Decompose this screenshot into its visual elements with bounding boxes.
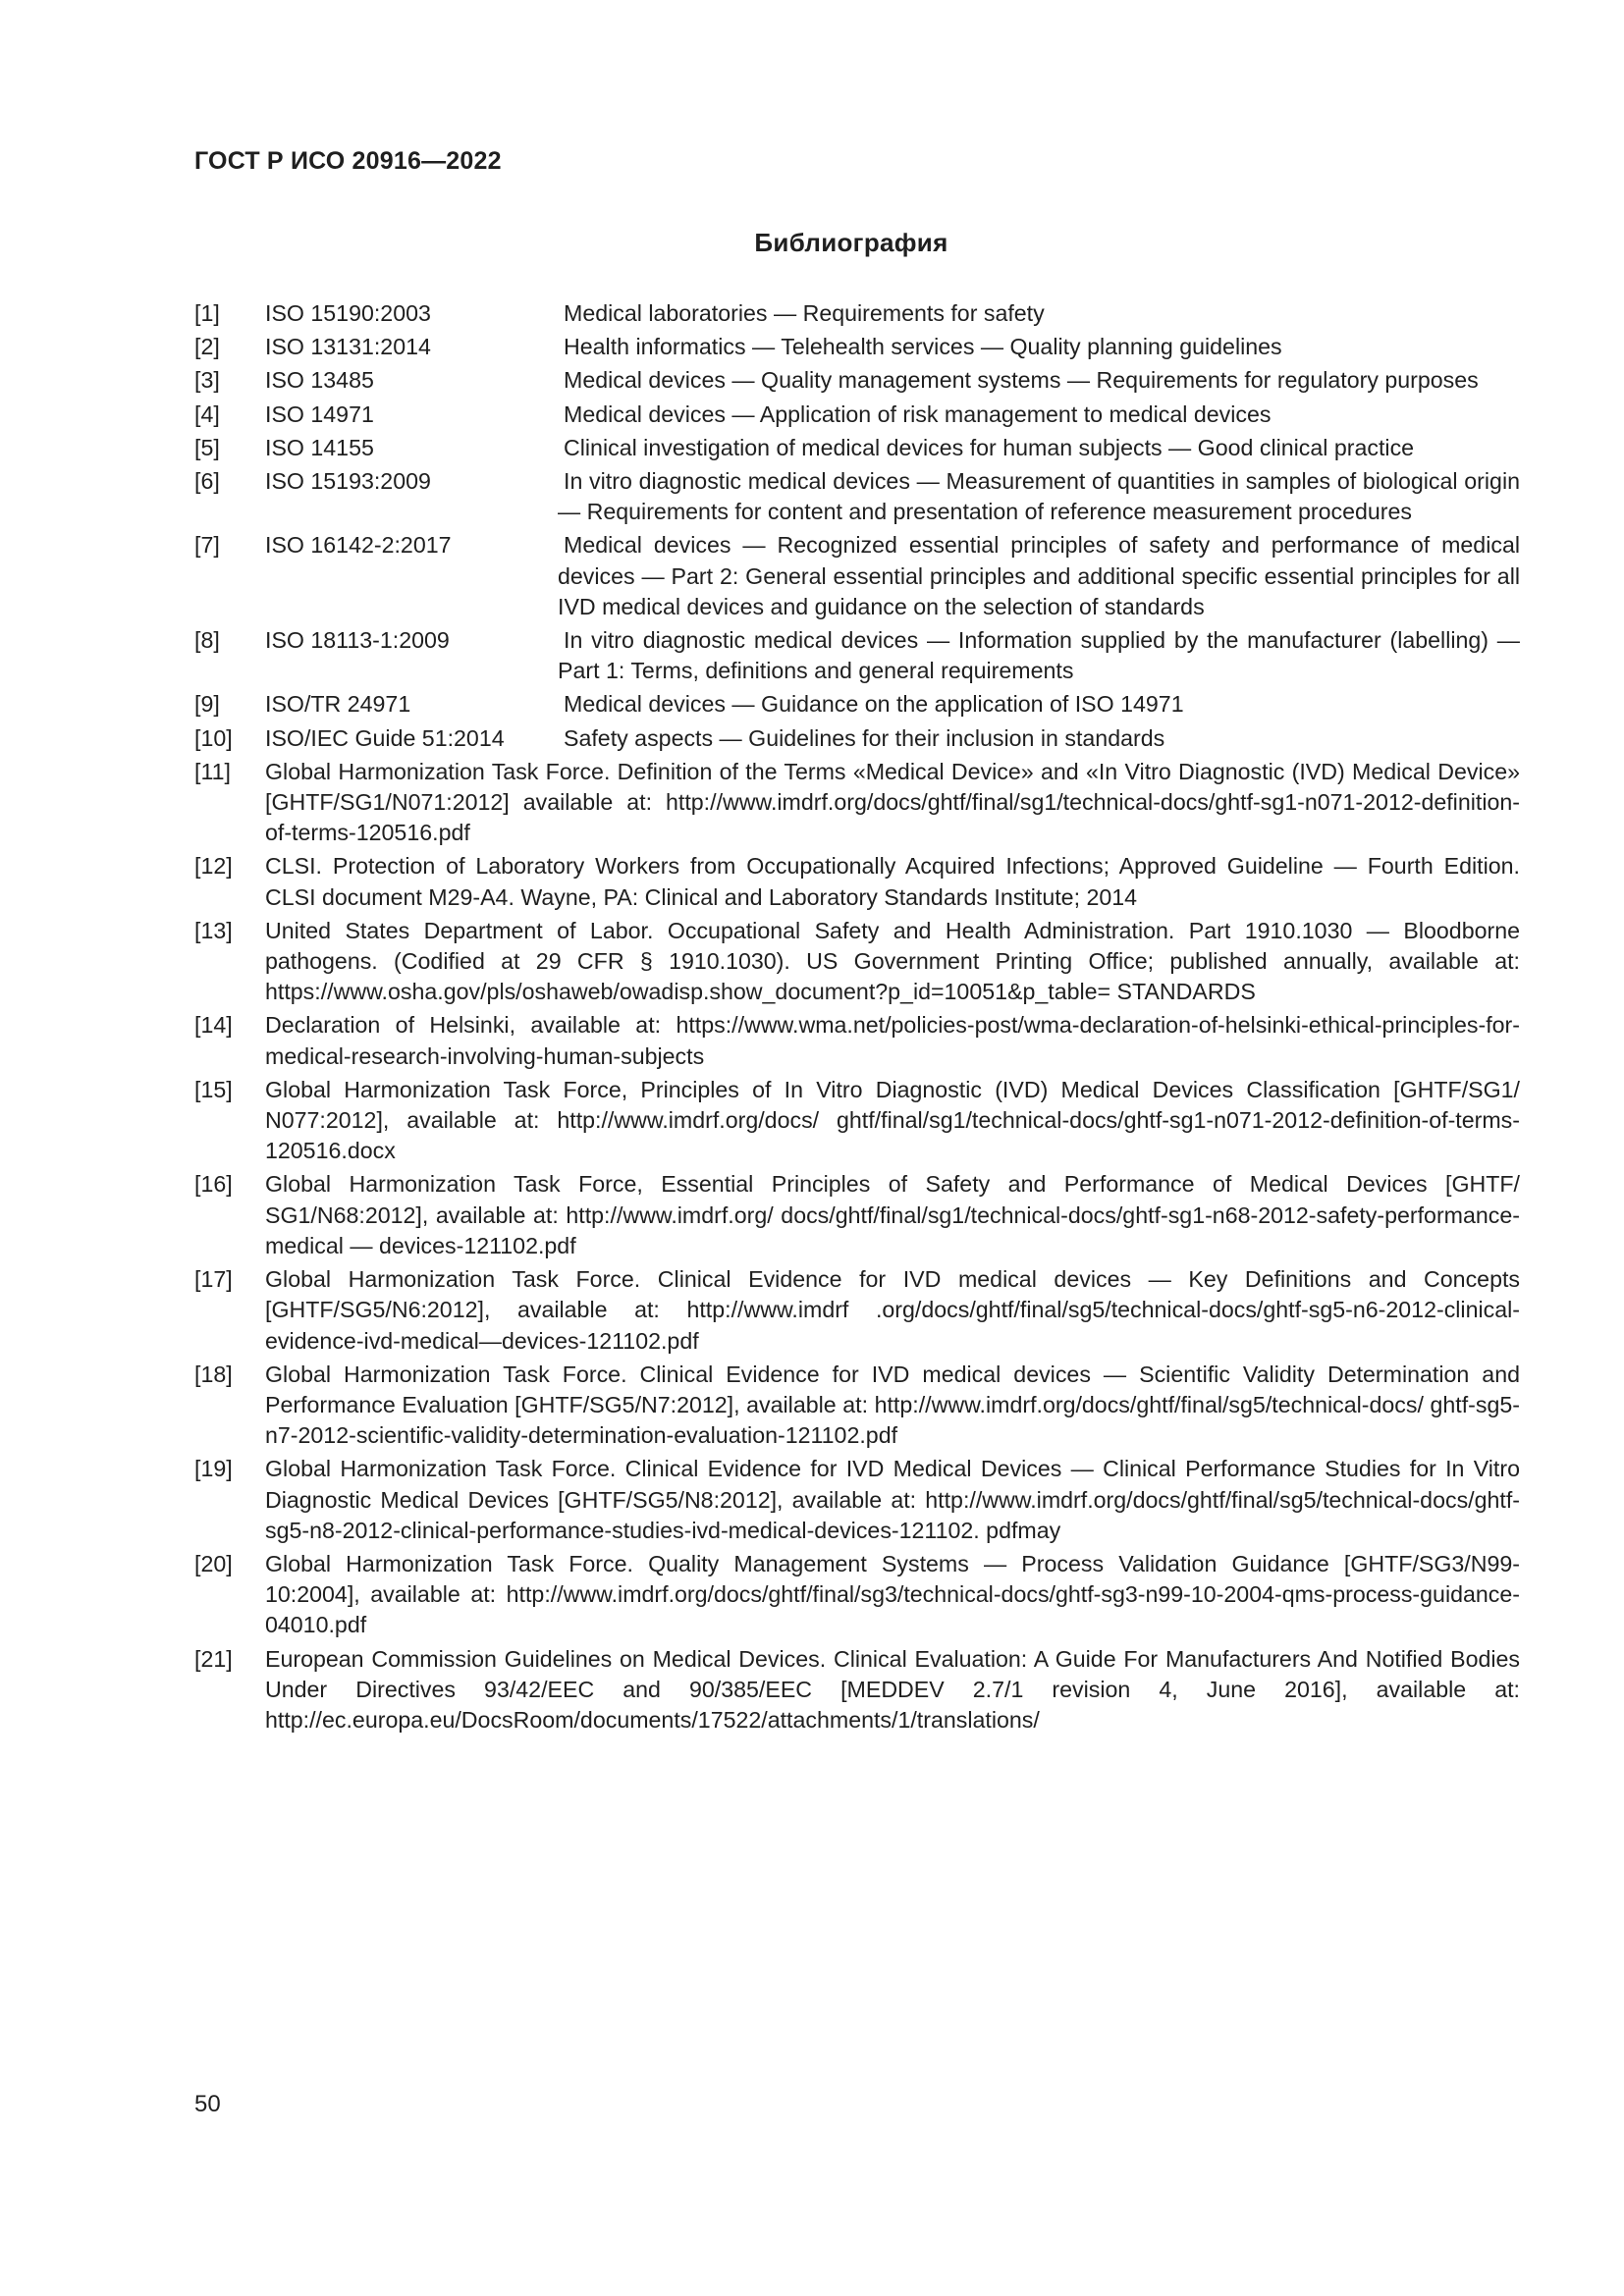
bibliography-entry xyxy=(194,332,1520,362)
entry-number: [17] xyxy=(194,1266,233,1293)
standard-code: ISO 18113-1:2009 xyxy=(265,627,450,654)
reference-text: Global Harmonization Task Force. Clinical Evidence for IVD Medical Devices — Clinical Performance Studies for In Vitro Diagnostic Medical Devices [GHTF/SG5/N8:2012], available at: http://www.imdrf.org/docs/ghtf/final/sg5/technical-docs/ghtf-sg5-n8-2012-clinical-performance-studies-ivd-medical-devices-121102. pdfmay xyxy=(265,1456,1520,1543)
bibliography-entry xyxy=(194,530,1520,622)
standard-code: ISO 13485 xyxy=(265,367,374,394)
bibliography-entry xyxy=(194,723,1520,754)
bibliography-entry xyxy=(194,1454,1520,1546)
bibliography-entry xyxy=(194,625,1520,686)
entry-number: [12] xyxy=(194,853,233,880)
entry-number: [11] xyxy=(194,758,231,784)
bibliography-entry xyxy=(194,1075,1520,1167)
standard-title: Medical devices — Recognized essential principles of safety and performance of medical devices — Part 2: General essential principles and additional specific essential principles for all IVD medical devices and guidance on the selection of standards xyxy=(558,532,1520,619)
reference-text: Global Harmonization Task Force. Definition of the Terms «Medical Device» and «In Vitro Diagnostic (IVD) Medical Device» [GHTF/SG1/N071:2012] available at: http://www.imdrf.org/docs/ghtf/final/sg1/technical-docs/ghtf-sg1-n071-2012-definition-of-terms-120516.pdf xyxy=(265,758,1520,846)
entry-number: [19] xyxy=(194,1456,233,1482)
standard-title: Clinical investigation of medical devices for human subjects — Good clinical practice xyxy=(564,434,1415,460)
entry-number: [5] xyxy=(194,434,220,460)
bibliography-entry xyxy=(194,365,1520,396)
entry-number: [2] xyxy=(194,334,220,360)
standard-title: Medical laboratories — Requirements for safety xyxy=(564,300,1045,326)
entry-number: [7] xyxy=(194,532,220,559)
standard-code: ISO/IEC Guide 51:2014 xyxy=(265,724,505,751)
standard-code: ISO 15190:2003 xyxy=(265,300,431,326)
entry-number: [21] xyxy=(194,1645,233,1672)
entry-number: [9] xyxy=(194,691,220,718)
standard-title: In vitro diagnostic medical devices — Measurement of quantities in samples of biological origin — Requirements for content and presentation of reference measurement procedures xyxy=(558,468,1520,525)
bibliography-entry xyxy=(194,1010,1520,1071)
bibliography-entry xyxy=(194,1169,1520,1261)
standard-code: ISO 14971 xyxy=(265,400,374,427)
bibliography-entry xyxy=(194,1360,1520,1452)
standard-code: ISO 16142-2:2017 xyxy=(265,532,452,559)
reference-text: United States Department of Labor. Occupational Safety and Health Administration. Part 1910.1030 — Bloodborne pathogens. (Codified at 29 CFR § 1910.1030). US Government Printing Office; published annually, available at: https://www.osha.gov/pls/oshaweb/owadisp.show_document?p_id=10051&p_table= STANDARDS xyxy=(265,917,1520,1005)
reference-text: Global Harmonization Task Force, Essential Principles of Safety and Performance of Medical Devices [GHTF/ SG1/N68:2012], available at: http://www.imdrf.org/ docs/ghtf/final/sg1/technical-docs/ghtf-sg1-n68-2012-safety-performance-medical — devices-121102.pdf xyxy=(265,1171,1520,1258)
entry-number: [3] xyxy=(194,367,220,394)
standard-code: ISO/TR 24971 xyxy=(265,691,411,718)
standard-title: Safety aspects — Guidelines for their inclusion in standards xyxy=(564,724,1165,751)
standard-code: ISO 15193:2009 xyxy=(265,468,431,495)
standard-code: ISO 14155 xyxy=(265,434,374,460)
entry-number: [14] xyxy=(194,1012,233,1039)
standard-title: Medical devices — Application of risk management to medical devices xyxy=(564,400,1272,427)
entry-number: [6] xyxy=(194,468,220,495)
entry-number: [13] xyxy=(194,917,233,943)
reference-text: Global Harmonization Task Force. Quality Management Systems — Process Validation Guidance [GHTF/SG3/N99-10:2004], available at: http://www.imdrf.org/docs/ghtf/final/sg3/technical-docs/ghtf-sg3-n99-10-2004-qms-process-guidance-04010.pdf xyxy=(265,1550,1520,1638)
entry-number: [16] xyxy=(194,1171,233,1198)
standard-code: ISO 13131:2014 xyxy=(265,334,431,360)
section-title: Библиография xyxy=(754,228,948,257)
entry-number: [15] xyxy=(194,1076,233,1102)
standard-title: Medical devices — Quality management systems — Requirements for regulatory purposes xyxy=(564,367,1479,394)
reference-text: Declaration of Helsinki, available at: https://www.wma.net/policies-post/wma-declaration-of-helsinki-ethical-principles-for-medical-research-involving-human-subjects xyxy=(265,1012,1520,1069)
reference-text: European Commission Guidelines on Medical Devices. Clinical Evaluation: A Guide For Manufacturers And Notified Bodies Under Directives 93/42/EEC and 90/385/EEC [MEDDEV 2.7/1 revision 4, June 2016], available at: http://ec.europa.eu/DocsRoom/documents/17522/attachments/1/translations/ xyxy=(265,1645,1520,1733)
bibliography-entry xyxy=(194,400,1520,430)
bibliography-entry xyxy=(194,1264,1520,1357)
bibliography-entry xyxy=(194,466,1520,527)
bibliography-entry xyxy=(194,298,1520,329)
bibliography-list xyxy=(194,298,1520,1738)
entry-number: [18] xyxy=(194,1361,233,1387)
entry-number: [10] xyxy=(194,724,233,751)
bibliography-entry xyxy=(194,916,1520,1008)
entry-number: [4] xyxy=(194,400,220,427)
bibliography-entry xyxy=(194,757,1520,849)
standard-title: Health informatics — Telehealth services — Quality planning guidelines xyxy=(564,334,1282,360)
page-number: 50 xyxy=(194,2091,221,2117)
standard-title: In vitro diagnostic medical devices — Information supplied by the manufacturer (labelling) — Part 1: Terms, definitions and general requirements xyxy=(558,627,1520,684)
standard-title: Medical devices — Guidance on the application of ISO 14971 xyxy=(564,691,1184,718)
reference-text: Global Harmonization Task Force. Clinical Evidence for IVD medical devices — Scientific Validity Determination and Performance Evaluation [GHTF/SG5/N7:2012], available at: http://www.imdrf.org/docs/ghtf/final/sg5/technical-docs/ ghtf-sg5-n7-2012-scientific-validity-determination-evaluation-121102.pdf xyxy=(265,1361,1520,1449)
entry-number: [20] xyxy=(194,1550,233,1576)
bibliography-entry xyxy=(194,1549,1520,1641)
entry-number: [8] xyxy=(194,627,220,654)
bibliography-entry xyxy=(194,689,1520,720)
reference-text: Global Harmonization Task Force, Principles of In Vitro Diagnostic (IVD) Medical Devices Classification [GHTF/SG1/ N077:2012], available at: http://www.imdrf.org/docs/ ghtf/final/sg1/technical-docs/ghtf-sg1-n071-2012-definition-of-terms-120516.docx xyxy=(265,1076,1520,1164)
entry-number: [1] xyxy=(194,300,220,326)
bibliography-entry xyxy=(194,433,1520,463)
document-header: ГОСТ Р ИСО 20916—2022 xyxy=(194,147,502,175)
bibliography-entry xyxy=(194,851,1520,912)
reference-text: Global Harmonization Task Force. Clinical Evidence for IVD medical devices — Key Definitions and Concepts [GHTF/SG5/N6:2012], available at: http://www.imdrf .org/docs/ghtf/final/sg5/technical-docs/ghtf-sg5-n6-2012-clinical-evidence-ivd-medical—devices-121102.pdf xyxy=(265,1266,1520,1354)
bibliography-entry xyxy=(194,1644,1520,1736)
reference-text: CLSI. Protection of Laboratory Workers from Occupationally Acquired Infections; Approved Guideline — Fourth Edition. CLSI document M29-A4. Wayne, PA: Clinical and Laboratory Standards Institute; 2014 xyxy=(265,853,1520,910)
